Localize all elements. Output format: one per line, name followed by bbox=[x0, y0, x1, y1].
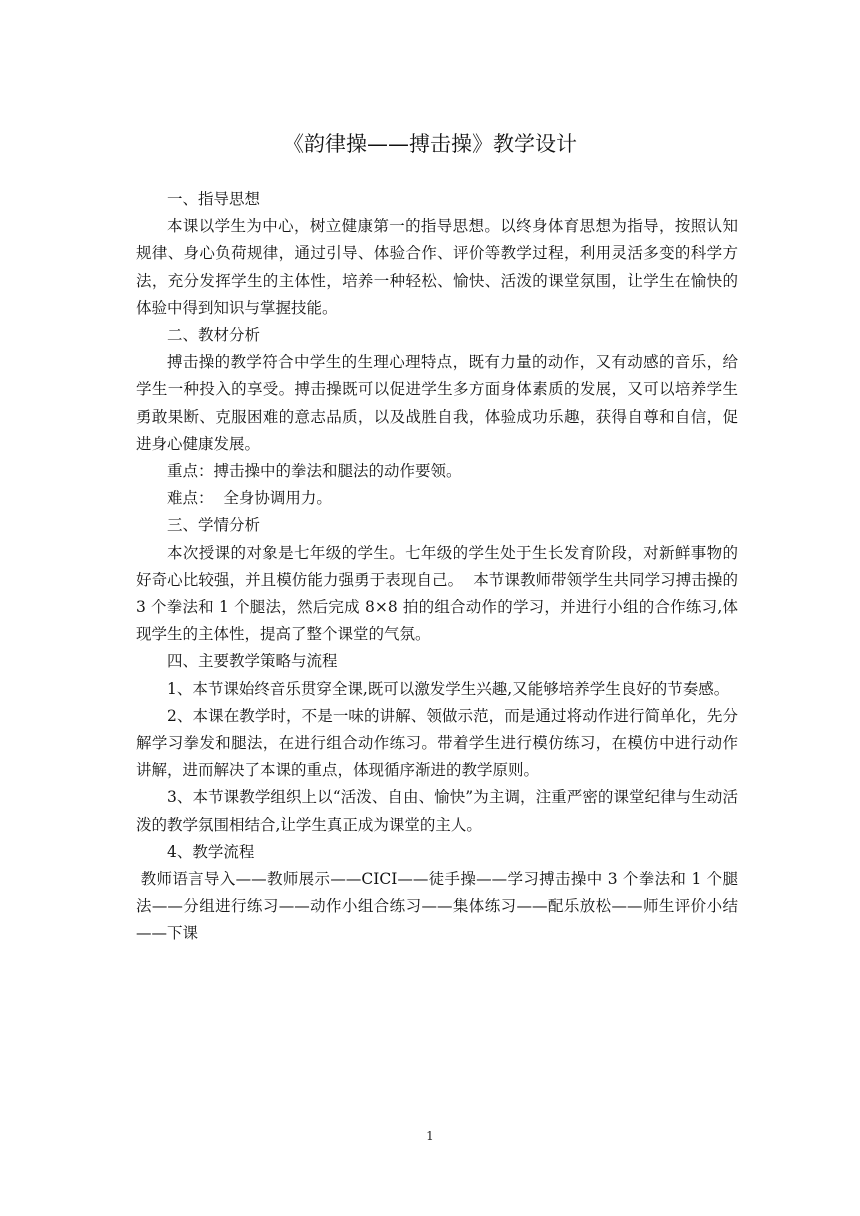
document-body bbox=[136, 186, 743, 948]
section-heading-guiding-thought: 一、指导思想 bbox=[167, 190, 261, 208]
section-heading-teaching-strategy: 四、主要教学策略与流程 bbox=[167, 652, 338, 671]
strategy-item-1: 1、本节课始终音乐贯穿全课,既可以激发学生兴趣,又能够培养学生良好的节奏感。 bbox=[167, 679, 730, 698]
strategy-item-3: 3、本节课教学组织上以“活泼、自由、愉快”为主调，注重严密的课堂纪律与生动活泼的教学氛围相结合,让学生真正成为课堂的主人。 bbox=[136, 788, 738, 834]
guiding-thought-paragraph: 本课以学生为中心，树立健康第一的指导思想。以终身体育思想为指导，按照认知规律、身心负荷规律，通过引导、体验合作、评价等教学过程，利用灵活多变的科学方法，充分发挥学生的主体性，培养一种轻松、愉快、活泼的课堂氛围，让学生在愉快的体验中得到知识与掌握技能。 bbox=[136, 217, 738, 317]
student-analysis-paragraph: 本次授课的对象是七年级的学生。七年级的学生处于生长发育阶段，对新鲜事物的好奇心比较强，并且模仿能力强勇于表现自己。 本节课教师带领学生共同学习搏击操的 3 个拳法和 1 个腿法，然后完成 8×8 拍的组合动作的学习，并进行小组的合作练习,体现学生的主体性，提高了整个课堂的气氛。 bbox=[136, 543, 743, 644]
material-analysis-paragraph: 搏击操的教学符合中学生的生理心理特点，既有力量的动作，又有动感的音乐，给学生一种投入的享受。搏击操既可以促进学生多方面身体素质的发展，又可以培养学生勇敢果断、克服困难的意志品质，以及战胜自我，体验成功乐趣，获得自尊和自信，促进身心健康发展。 bbox=[136, 353, 738, 453]
document-title: 《韵律操——搏击操》教学设计 bbox=[283, 132, 577, 156]
teaching-flow-paragraph: 教师语言导入——教师展示——CICI——徒手操——学习搏击操中 3 个拳法和 1 个腿法——分组进行练习——动作小组合练习——集体练习——配乐放松——师生评价小结——下课 bbox=[136, 870, 738, 943]
difficulty-paragraph: 难点： 全身协调用力。 bbox=[167, 489, 332, 508]
key-point-paragraph: 重点：搏击操中的拳法和腿法的动作要领。 bbox=[167, 462, 462, 481]
section-heading-material-analysis: 二、教材分析 bbox=[167, 326, 261, 345]
strategy-item-4: 4、教学流程 bbox=[167, 842, 255, 861]
strategy-item-2: 2、本课在教学时，不是一味的讲解、领做示范，而是通过将动作进行简单化，先分解学习拳发和腿法，在进行组合动作练习。带着学生进行模仿练习，在模仿中进行动作讲解，进而解决了本课的重点，体现循序渐进的教学原则。 bbox=[136, 706, 738, 780]
page-number: 1 bbox=[426, 1129, 434, 1143]
section-heading-student-analysis: 三、学情分析 bbox=[167, 516, 261, 535]
